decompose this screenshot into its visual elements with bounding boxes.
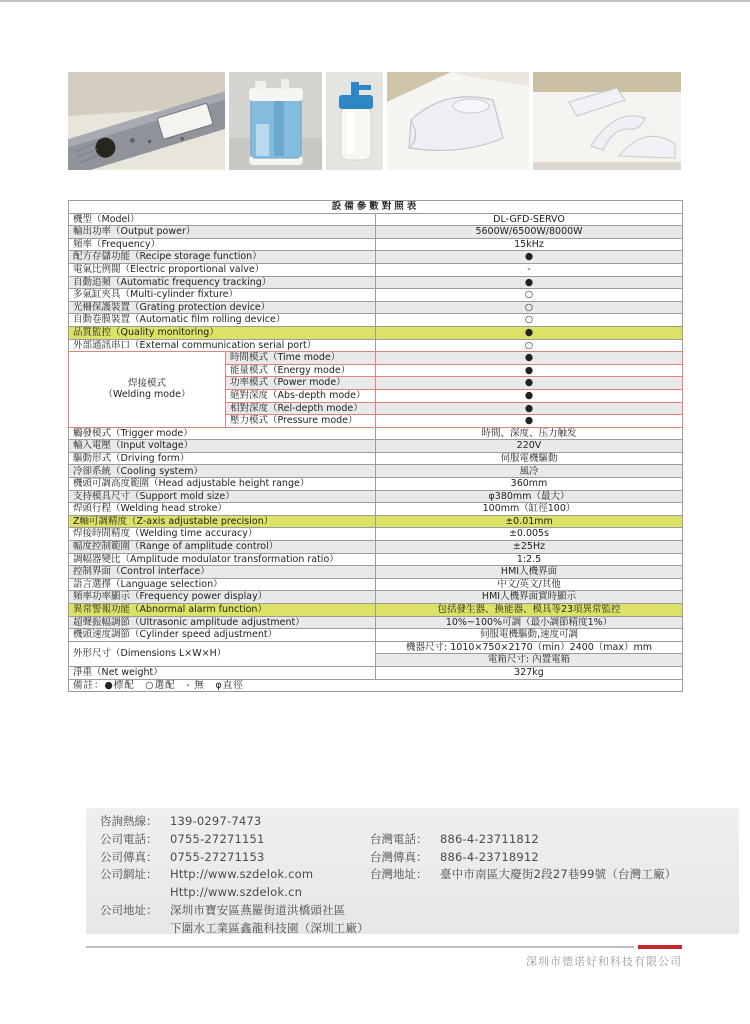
spec-label: 驅動形式（Driving form） [69,452,376,465]
spec-table-section [68,200,682,692]
contact-label: 台灣電話： [370,831,428,846]
spec-value: ● [376,352,683,365]
spec-label: Z軸可調精度（Z-axis adjustable precision） [69,515,376,528]
spec-value: 100mm（缸徑100） [376,503,683,516]
spec-row [69,427,683,440]
spec-row [69,226,683,239]
spec-row [69,566,683,579]
spec-row [69,465,683,478]
blue-tank-image [229,72,322,170]
spec-label: 超聲振幅調節（Ultrasonic amplitude adjustment） [69,616,376,629]
spec-row [69,238,683,251]
bottle-image [326,72,383,170]
welding-group-label-zh: 焊接模式 [127,377,166,389]
spec-row [69,553,683,566]
contact-label [100,884,170,902]
spec-row [69,301,683,314]
spec-label: 外部通訊串口（External communication serial port） [69,339,376,352]
spec-value: ○ [376,301,683,314]
product-photo-blue-tank [229,72,322,170]
contact-label: 咨詢熱線： [100,814,158,828]
product-photo-bottle [326,72,383,170]
spec-value: ○ [376,339,683,352]
spec-value: 10%~100%可調（最小調節精度1%） [376,616,683,629]
spec-label: 時間模式（Time mode） [226,352,376,365]
spec-label: 調幅器變比（Amplitude modulator transformation ratio） [69,553,376,566]
spec-value: 電箱尺寸: 內置電箱 [376,654,683,667]
spec-value: 伺服電機驅動 [376,452,683,465]
spec-value: 中文/英文/其他 [376,578,683,591]
product-photo-clear-cover [387,72,529,170]
spec-row [69,591,683,604]
phone-number: 886-4-23711812 [440,831,539,846]
product-photo-strip [68,72,682,170]
contact-label: 公司傳真： [100,849,158,864]
spec-label: 支持模具尺寸（Support mold size） [69,490,376,503]
spec-label: 品質監控（Quality monitoring） [69,326,376,339]
spec-row [69,528,683,541]
contact-block-shenzhen [100,813,400,938]
spec-label: 絕對深度（Abs-depth mode） [226,389,376,402]
spec-label: 焊接時間精度（Welding time accuracy） [69,528,376,541]
spec-label: 多氣缸夾具（Multi-cylinder fixture） [69,289,376,302]
page-top-border [0,0,750,2]
spec-row [69,629,683,642]
table-title-row [69,201,683,214]
spec-value: 時間、深度、压力触发 [376,427,683,440]
spec-row [69,478,683,491]
spec-label: 壓力模式（Pressure mode） [226,415,376,428]
spec-value: ● [376,326,683,339]
fax-number: 886-4-23718912 [440,849,539,864]
spec-value: DL-GFD-SERVO [376,213,683,226]
spec-row [69,213,683,226]
spec-value: ○ [376,289,683,302]
website-url[interactable]: Http://www.szdelok.com [170,867,314,882]
spec-label: 焊頭行程（Welding head stroke） [69,503,376,516]
address-line: 臺中市南區大慶街2段27巷99號（台灣工廠） [440,867,677,882]
contact-label: 台灣地址： [370,867,428,882]
contact-label: 公司電話： [100,831,158,846]
spec-row [69,578,683,591]
spec-value: 包括發生器、換能器、模具等23項異常監控 [376,604,683,617]
spec-value: ● [376,377,683,390]
spec-label: 控制界面（Control interface） [69,566,376,579]
spec-row [69,490,683,503]
spec-label: 異常警報功能（Abnormal alarm function） [69,604,376,617]
spec-value: ● [376,415,683,428]
spec-row [69,604,683,617]
phone-number: 0755-27271151 [170,831,265,846]
website-url[interactable]: Http://www.szdelok.cn [170,885,303,900]
spec-row [69,314,683,327]
spec-label: 光柵保護裝置（Grating protection device） [69,301,376,314]
spec-row [69,616,683,629]
spec-value: 5600W/6500W/8000W [376,226,683,239]
spec-value: ● [376,364,683,377]
spec-row [69,251,683,264]
spec-label: 能量模式（Energy mode） [226,364,376,377]
spec-label: 機型（Model） [69,213,376,226]
spec-row [69,641,683,654]
welding-group-label-en: （Welding mode） [103,389,191,401]
spec-value: 機器尺寸: 1010×750×2170（min）2400（max）mm [376,641,683,654]
spec-row [69,276,683,289]
spec-label: 配方存儲功能（Recipe storage function） [69,251,376,264]
footer-divider-accent [638,945,682,949]
spec-row [69,440,683,453]
spec-row [69,503,683,516]
metal-panel-image [68,72,225,170]
spec-label: 功率模式（Power mode） [226,377,376,390]
spec-value: ±0.005s [376,528,683,541]
spec-value: ±25Hz [376,541,683,554]
spec-label: 輸出功率（Output power） [69,226,376,239]
spec-label: 頻率功率顯示（Frequency power display） [69,591,376,604]
spec-label: 自動卷膜裝置（Automatic film rolling device） [69,314,376,327]
spec-value: ● [376,389,683,402]
contact-label: 台灣傳真： [370,849,428,864]
spec-label: 輸入電壓（Input voltage） [69,440,376,453]
footer-divider [86,946,634,948]
spec-value: 220V [376,440,683,453]
spec-row [69,326,683,339]
spec-value: ● [376,402,683,415]
fax-number: 0755-27271153 [170,849,265,864]
spec-value: 360mm [376,478,683,491]
spec-value: 327kg [376,666,683,679]
spec-value: ● [376,251,683,264]
contact-block-taiwan [370,831,720,884]
spec-row [69,352,683,365]
spec-value: ○ [376,314,683,327]
spec-note: 備註：●標配 ○選配 - 無 φ直徑 [69,679,683,692]
spec-label: 外形尺寸（Dimensions L×W×H） [69,641,376,666]
spec-value: 伺服電機驅動,速度可調 [376,629,683,642]
company-name: 深圳市德诺好和科技有限公司 [526,955,682,968]
product-photo-metal-panel [68,72,225,170]
spec-value: 15kHz [376,238,683,251]
spec-row [69,452,683,465]
spec-label: 相對深度（Rel-depth mode） [226,402,376,415]
contact-label [100,920,170,938]
spec-table [68,200,683,692]
spec-row [69,541,683,554]
spec-value: ● [376,276,683,289]
spec-label: 語言選擇（Language selection） [69,578,376,591]
spec-value: φ380mm（最大） [376,490,683,503]
address-line: 深圳市寶安區燕羅街道洪橋頭社區 [170,902,346,917]
spec-value: 1:2.5 [376,553,683,566]
spec-row [69,339,683,352]
spec-label: 淨重（Net weight） [69,666,376,679]
spec-value: ±0.01mm [376,515,683,528]
spec-label: 機頭可調高度範圍（Head adjustable height range） [69,478,376,491]
spec-row [69,679,683,692]
welding-mode-group-cell [69,352,226,428]
address-line: 下圍水工業區鑫龍科技園（深圳工廠） [170,920,369,935]
spec-label: 電氣比例閥（Electric proportional valve） [69,263,376,276]
spec-label: 幅度控制範圍（Range of amplitude control） [69,541,376,554]
spec-row [69,666,683,679]
spec-row [69,515,683,528]
spec-label: 觸發模式（Trigger mode） [69,427,376,440]
clear-parts-image [533,72,681,170]
spec-label: 冷卻系統（Cooling system） [69,465,376,478]
spec-value: HMI人機界面實時顯示 [376,591,683,604]
spec-row [69,289,683,302]
spec-label: 頻率（Frequency） [69,238,376,251]
contact-label: 公司網址： [100,867,158,882]
spec-label: 機頭速度調節（Cylinder speed adjustment） [69,629,376,642]
clear-cover-image [387,72,529,170]
table-title: 設備參數對照表 [69,201,683,214]
spec-label: 自動追頻（Automatic frequency tracking） [69,276,376,289]
product-photo-clear-parts [533,72,681,170]
spec-value: 風冷 [376,465,683,478]
contact-label: 公司地址： [100,902,158,917]
hotline-number: 139-0297-7473 [170,814,262,828]
spec-row [69,263,683,276]
spec-value: HMI人機界面 [376,566,683,579]
spec-value: - [376,263,683,276]
